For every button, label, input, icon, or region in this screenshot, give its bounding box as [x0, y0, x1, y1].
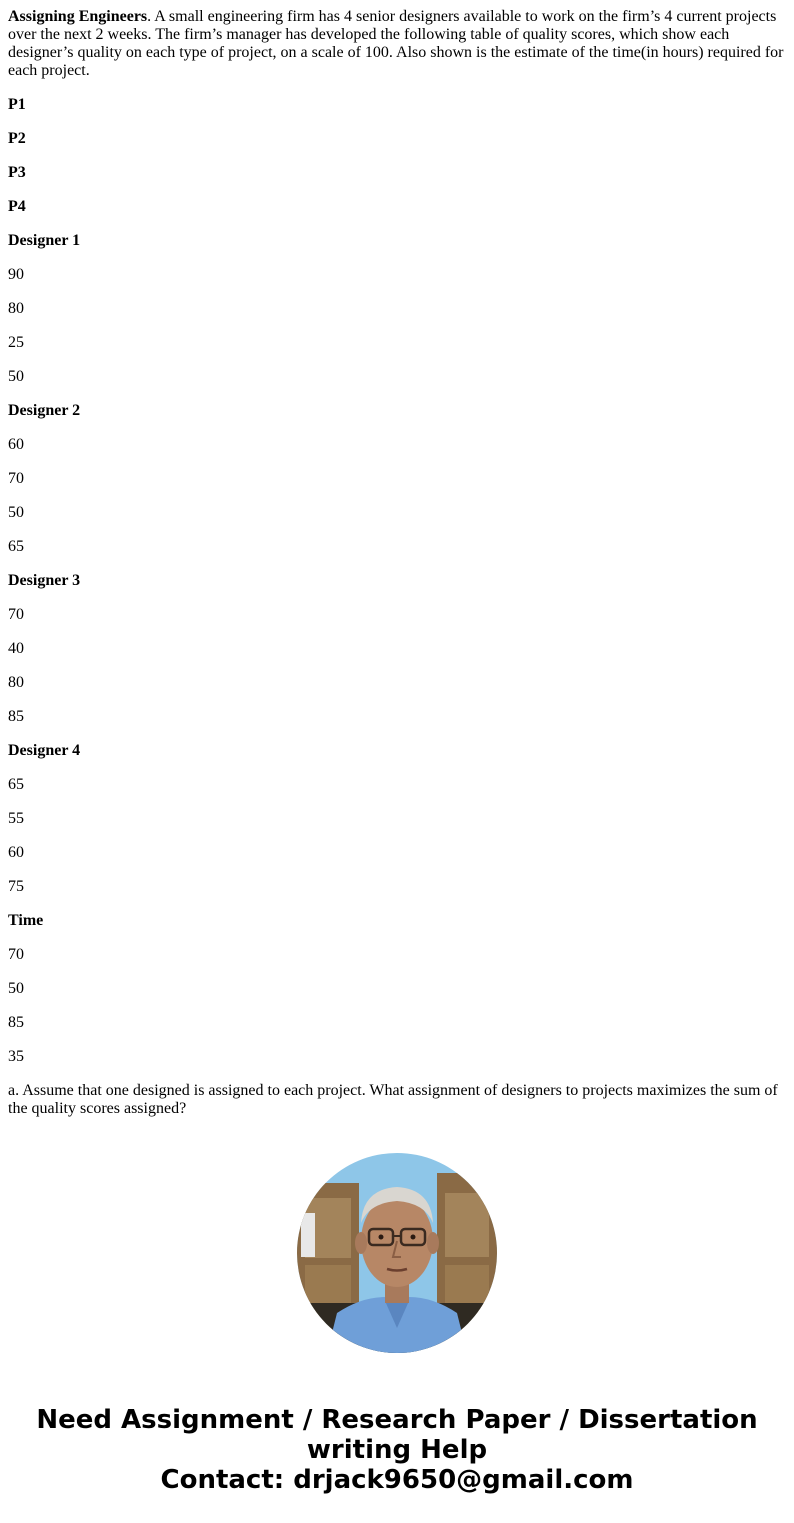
score-value: 50 — [8, 504, 24, 521]
score-value: 60 — [8, 844, 24, 861]
score-value: 60 — [8, 436, 24, 453]
author-photo — [297, 1153, 497, 1353]
score-value: 75 — [8, 878, 24, 895]
project-header: P1 — [8, 96, 26, 113]
score-value: 80 — [8, 300, 24, 317]
time-value: 70 — [8, 946, 24, 963]
portrait-illustration — [297, 1153, 497, 1353]
promo-banner — [0, 1405, 794, 1495]
row-label: Designer 2 — [8, 402, 81, 419]
promo-line-2: writing Help — [306, 1435, 488, 1465]
project-header: P4 — [8, 198, 26, 215]
row-label: Designer 1 — [8, 232, 81, 249]
project-header: P3 — [8, 164, 26, 181]
time-value: 35 — [8, 1048, 24, 1065]
problem-intro — [8, 8, 786, 80]
score-value: 70 — [8, 606, 24, 623]
project-header: P2 — [8, 130, 26, 147]
promo-contact: Contact: drjack9650@gmail.com — [160, 1465, 634, 1495]
score-value: 50 — [8, 368, 24, 385]
promo-line-1: Need Assignment / Research Paper / Dissertation — [36, 1405, 758, 1435]
row-label: Designer 4 — [8, 742, 81, 759]
score-value: 90 — [8, 266, 24, 283]
score-value: 85 — [8, 708, 24, 725]
score-value: 70 — [8, 470, 24, 487]
row-label: Designer 3 — [8, 572, 81, 589]
score-value: 65 — [8, 776, 24, 793]
time-value: 85 — [8, 1014, 24, 1031]
row-label: Time — [8, 912, 44, 929]
score-value: 55 — [8, 810, 24, 827]
problem-intro-text: . A small engineering firm has 4 senior designers available to work on the firm’s 4 current projects over the next 2 weeks. The firm’s manager has developed the following table of quality scores, which show each designer’s quality on each type of project, on a scale of 100. Also shown is the estimate of the time(in hours) required for each project. — [8, 8, 784, 79]
score-value: 40 — [8, 640, 24, 657]
score-value: 65 — [8, 538, 24, 555]
score-value: 25 — [8, 334, 24, 351]
problem-title: Assigning Engineers — [8, 8, 148, 25]
score-value: 80 — [8, 674, 24, 691]
time-value: 50 — [8, 980, 24, 997]
question-a: a. Assume that one designed is assigned to each project. What assignment of designers to projects maximizes the sum of the quality scores assigned? — [8, 1082, 778, 1117]
